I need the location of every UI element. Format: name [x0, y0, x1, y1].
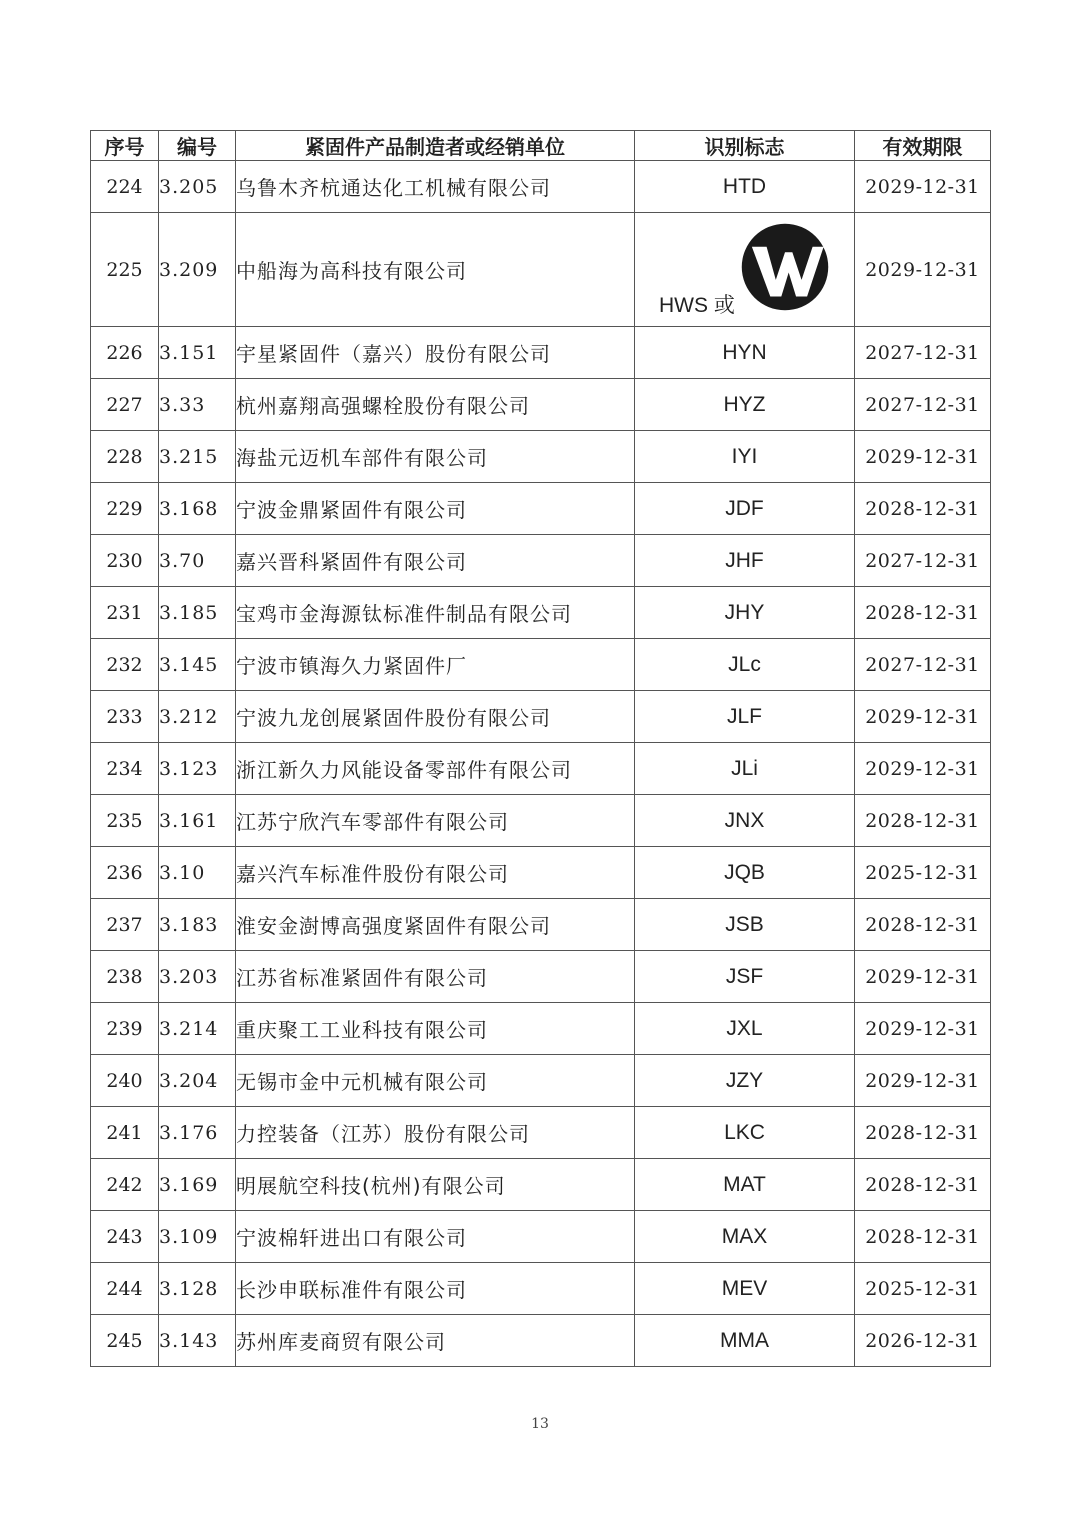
- row-number: 3.109: [159, 1211, 236, 1263]
- row-number: 3.215: [159, 431, 236, 483]
- row-validity: 2028-12-31: [855, 483, 991, 535]
- row-number: 3.185: [159, 587, 236, 639]
- row-mark: LKC: [635, 1107, 855, 1159]
- row-number: 3.145: [159, 639, 236, 691]
- table-row: [91, 161, 991, 213]
- header-number: 编号: [159, 131, 236, 161]
- row-number: 3.176: [159, 1107, 236, 1159]
- row-company: 力控装备（江苏）股份有限公司: [236, 1107, 635, 1159]
- row-number: 3.183: [159, 899, 236, 951]
- table-row: [91, 1159, 991, 1211]
- row-seq: 242: [91, 1159, 159, 1211]
- table-row: [91, 639, 991, 691]
- row-mark: JHY: [635, 587, 855, 639]
- row-mark: MMA: [635, 1315, 855, 1367]
- row-mark: JNX: [635, 795, 855, 847]
- row-seq: 237: [91, 899, 159, 951]
- header-validity: 有效期限: [855, 131, 991, 161]
- row-seq: 238: [91, 951, 159, 1003]
- table-row: [91, 535, 991, 587]
- row-company: 宇星紧固件（嘉兴）股份有限公司: [236, 327, 635, 379]
- table-row: [91, 483, 991, 535]
- header-seq: 序号: [91, 131, 159, 161]
- row-validity: 2025-12-31: [855, 1263, 991, 1315]
- row-company: 宁波金鼎紧固件有限公司: [236, 483, 635, 535]
- row-validity: 2028-12-31: [855, 1107, 991, 1159]
- row-mark: HYN: [635, 327, 855, 379]
- row-mark: [635, 213, 855, 327]
- table-row: [91, 795, 991, 847]
- row-seq: 225: [91, 213, 159, 327]
- row-number: 3.70: [159, 535, 236, 587]
- table-row: [91, 899, 991, 951]
- row-validity: 2028-12-31: [855, 587, 991, 639]
- row-mark: JLi: [635, 743, 855, 795]
- table-row: [91, 1003, 991, 1055]
- row-mark: IYI: [635, 431, 855, 483]
- row-seq: 244: [91, 1263, 159, 1315]
- row-validity: 2029-12-31: [855, 1055, 991, 1107]
- table-row: [91, 1315, 991, 1367]
- row-company: 嘉兴汽车标准件股份有限公司: [236, 847, 635, 899]
- row-validity: 2027-12-31: [855, 379, 991, 431]
- row-mark: JSF: [635, 951, 855, 1003]
- row-number: 3.212: [159, 691, 236, 743]
- page-number: 13: [531, 1416, 549, 1432]
- row-validity: 2029-12-31: [855, 1003, 991, 1055]
- row-company: 淮安金澍博高强度紧固件有限公司: [236, 899, 635, 951]
- row-number: 3.10: [159, 847, 236, 899]
- row-seq: 230: [91, 535, 159, 587]
- row-company: 无锡市金中元机械有限公司: [236, 1055, 635, 1107]
- registry-table: [90, 130, 991, 1367]
- row-company: 中船海为高科技有限公司: [236, 213, 635, 327]
- row-mark: HTD: [635, 161, 855, 213]
- row-number: 3.151: [159, 327, 236, 379]
- row-mark: MEV: [635, 1263, 855, 1315]
- row-mark: JDF: [635, 483, 855, 535]
- row-seq: 232: [91, 639, 159, 691]
- row-validity: 2029-12-31: [855, 691, 991, 743]
- table-row: [91, 1211, 991, 1263]
- row-company: 浙江新久力风能设备零部件有限公司: [236, 743, 635, 795]
- row-mark: JHF: [635, 535, 855, 587]
- row-company: 海盐元迈机车部件有限公司: [236, 431, 635, 483]
- table-row: [91, 213, 991, 327]
- row-company: 宝鸡市金海源钛标准件制品有限公司: [236, 587, 635, 639]
- row-validity: 2026-12-31: [855, 1315, 991, 1367]
- row-company: 宁波九龙创展紧固件股份有限公司: [236, 691, 635, 743]
- row-number: 3.33: [159, 379, 236, 431]
- row-mark: JLc: [635, 639, 855, 691]
- row-validity: 2029-12-31: [855, 743, 991, 795]
- mark-with-logo: [635, 213, 855, 326]
- mark-text: HWS 或: [659, 294, 735, 317]
- row-mark: MAT: [635, 1159, 855, 1211]
- table-row: [91, 431, 991, 483]
- row-seq: 241: [91, 1107, 159, 1159]
- row-mark: JQB: [635, 847, 855, 899]
- row-seq: 234: [91, 743, 159, 795]
- row-number: 3.123: [159, 743, 236, 795]
- header-mark: 识别标志: [635, 131, 855, 161]
- row-seq: 233: [91, 691, 159, 743]
- w-logo-icon: [739, 221, 831, 313]
- row-number: 3.203: [159, 951, 236, 1003]
- row-validity: 2028-12-31: [855, 899, 991, 951]
- header-company: 紧固件产品制造者或经销单位: [236, 131, 635, 161]
- row-validity: 2029-12-31: [855, 161, 991, 213]
- row-number: 3.169: [159, 1159, 236, 1211]
- row-validity: 2027-12-31: [855, 327, 991, 379]
- row-number: 3.161: [159, 795, 236, 847]
- table-row: [91, 743, 991, 795]
- row-seq: 229: [91, 483, 159, 535]
- row-number: 3.168: [159, 483, 236, 535]
- row-mark: HYZ: [635, 379, 855, 431]
- table-header-row: [91, 131, 991, 161]
- row-seq: 243: [91, 1211, 159, 1263]
- row-validity: 2028-12-31: [855, 1211, 991, 1263]
- row-number: 3.128: [159, 1263, 236, 1315]
- row-company: 江苏宁欣汽车零部件有限公司: [236, 795, 635, 847]
- row-company: 重庆聚工工业科技有限公司: [236, 1003, 635, 1055]
- table-row: [91, 327, 991, 379]
- table-row: [91, 951, 991, 1003]
- row-mark: MAX: [635, 1211, 855, 1263]
- row-validity: 2028-12-31: [855, 795, 991, 847]
- row-seq: 227: [91, 379, 159, 431]
- table-row: [91, 691, 991, 743]
- row-company: 乌鲁木齐杭通达化工机械有限公司: [236, 161, 635, 213]
- row-company: 苏州库麦商贸有限公司: [236, 1315, 635, 1367]
- row-validity: 2028-12-31: [855, 1159, 991, 1211]
- row-seq: 228: [91, 431, 159, 483]
- row-company: 宁波市镇海久力紧固件厂: [236, 639, 635, 691]
- row-seq: 245: [91, 1315, 159, 1367]
- row-seq: 240: [91, 1055, 159, 1107]
- row-validity: 2029-12-31: [855, 213, 991, 327]
- row-seq: 239: [91, 1003, 159, 1055]
- table-row: [91, 379, 991, 431]
- table-row: [91, 1107, 991, 1159]
- row-seq: 231: [91, 587, 159, 639]
- row-seq: 235: [91, 795, 159, 847]
- row-number: 3.205: [159, 161, 236, 213]
- row-number: 3.214: [159, 1003, 236, 1055]
- row-company: 明展航空科技(杭州)有限公司: [236, 1159, 635, 1211]
- row-seq: 236: [91, 847, 159, 899]
- row-company: 杭州嘉翔高强螺栓股份有限公司: [236, 379, 635, 431]
- row-mark: JSB: [635, 899, 855, 951]
- row-company: 嘉兴晋科紧固件有限公司: [236, 535, 635, 587]
- table-row: [91, 847, 991, 899]
- table-row: [91, 1055, 991, 1107]
- row-number: 3.204: [159, 1055, 236, 1107]
- table-row: [91, 587, 991, 639]
- row-number: 3.209: [159, 213, 236, 327]
- row-mark: JLF: [635, 691, 855, 743]
- row-validity: 2029-12-31: [855, 951, 991, 1003]
- row-seq: 226: [91, 327, 159, 379]
- row-company: 宁波棉轩进出口有限公司: [236, 1211, 635, 1263]
- row-seq: 224: [91, 161, 159, 213]
- row-company: 江苏省标准紧固件有限公司: [236, 951, 635, 1003]
- row-mark: JXL: [635, 1003, 855, 1055]
- row-validity: 2027-12-31: [855, 535, 991, 587]
- row-validity: 2029-12-31: [855, 431, 991, 483]
- row-company: 长沙申联标准件有限公司: [236, 1263, 635, 1315]
- row-validity: 2025-12-31: [855, 847, 991, 899]
- row-number: 3.143: [159, 1315, 236, 1367]
- row-validity: 2027-12-31: [855, 639, 991, 691]
- table-row: [91, 1263, 991, 1315]
- row-mark: JZY: [635, 1055, 855, 1107]
